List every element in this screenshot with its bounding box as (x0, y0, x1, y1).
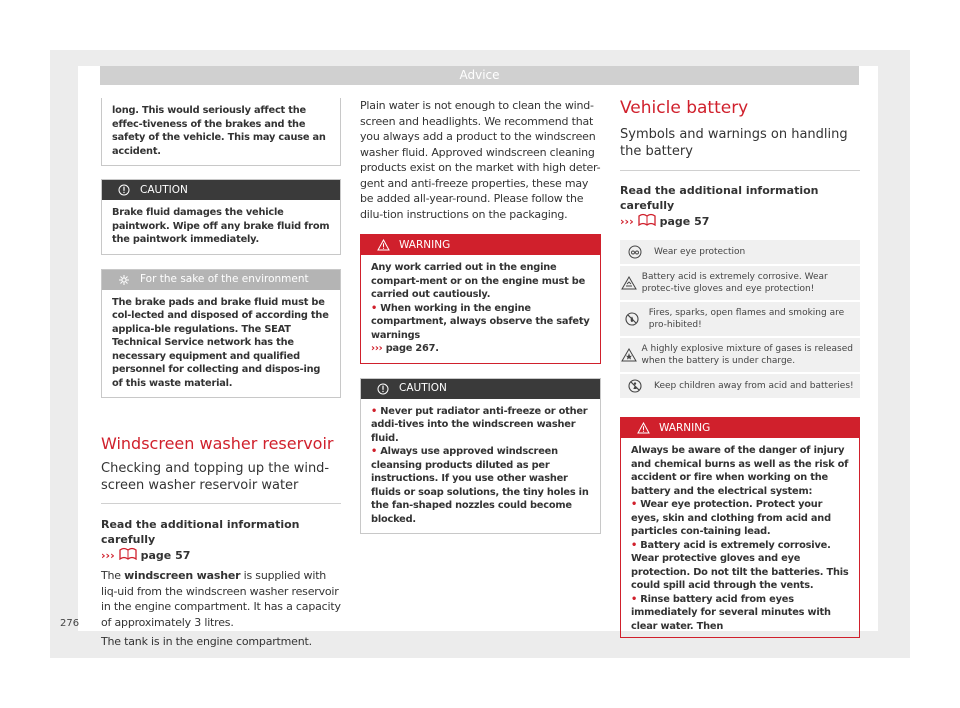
book-icon (637, 213, 657, 230)
column-left (101, 98, 341, 650)
symbol-text: Battery acid is extremely corrosive. Wear protec-tive gloves and eye protection! (641, 272, 828, 294)
warning-bullet: • When working in the engine compartment, always observe the safety warnings ››› page 267. (371, 302, 590, 354)
info-circle-icon (375, 383, 391, 395)
no-fire-icon (620, 307, 645, 331)
eye-protection-icon (620, 240, 650, 264)
reference-page[interactable]: page 267. (385, 343, 439, 354)
environment-box (101, 269, 341, 399)
warning-box (360, 234, 601, 364)
environment-text: The brake pads and brake fluid must be col-lected and disposed of according the applica-ble regulations. The SEAT Technical Service network has the necessary equipment and qualified personnel for collecting and dispos-ing of this waste material. (112, 296, 329, 389)
caution-box (101, 179, 341, 255)
caution-header (102, 180, 340, 200)
bullet-dot: • (371, 302, 378, 314)
paragraph-tank: The tank is in the engine compartment. (101, 635, 312, 648)
caution-label: CAUTION (140, 183, 188, 196)
warning-header (621, 418, 859, 438)
warning-triangle-icon (375, 239, 391, 251)
paragraph-washer: The windscreen washer is supplied with liq-uid from the windscreen washer reservoir in the engine compartment. It has a capacity of approximately 3 litres. (101, 569, 341, 629)
caution-label: CAUTION (399, 382, 447, 394)
paragraph-plain-water: Plain water is not enough to clean the wind-screen and headlights. We recommend that you always add a product to the windscreen washer fluid. Approved windscreen cleaning products exist on the market with high deter-gent and anti-freeze properties, these may be added all-year-round. Please follow the dilu-tion instructions on the packaging. (360, 99, 601, 221)
divider (101, 503, 341, 504)
keep-children-away-icon (620, 374, 650, 398)
caution-header (361, 379, 600, 399)
reference-heading: Read the additional information carefully (620, 184, 819, 212)
reference-page: page 57 (140, 549, 191, 562)
leaf-icon (116, 274, 132, 286)
reference-link[interactable] (101, 547, 341, 564)
column-right (620, 98, 860, 638)
symbol-row (620, 338, 860, 374)
book-icon (118, 547, 138, 564)
symbol-table (620, 240, 860, 400)
section-title: Windscreen washer reservoir (101, 434, 334, 453)
reference-link[interactable] (620, 213, 860, 230)
section-title: Vehicle battery (620, 98, 749, 118)
reference-page: page 57 (659, 215, 710, 228)
warning-body (361, 255, 600, 363)
caution-bullet: • Never put radiator anti-freeze or other addi-tives into the windscreen washer fluid. (371, 405, 588, 444)
warning-bullet: • Rinse battery acid from eyes immediately for several minutes with clear water. Then (631, 593, 831, 632)
symbol-text: Fires, sparks, open flames and smoking are pro-hibited! (648, 308, 845, 330)
corrosive-icon (620, 271, 638, 295)
warning-triangle-icon (635, 422, 651, 434)
symbol-row (620, 240, 860, 266)
warning-header (361, 235, 600, 255)
symbol-row (620, 374, 860, 400)
section-subtitle: Checking and topping up the wind-screen washer reservoir water (101, 461, 330, 493)
warning-text: Any work carried out in the engine compart-ment or on the engine must be carried out cautiously. (371, 262, 586, 300)
battery-warning-box (620, 417, 860, 638)
reference-heading: Read the additional information carefully (101, 518, 300, 546)
column-middle (360, 98, 601, 534)
page-number: 276 (60, 618, 80, 629)
warning-bullet: • Wear eye protection. Protect your eyes, skin and clothing from acid and particles con-taining lead. (631, 499, 831, 537)
warning-bullet: • Battery acid is extremely corrosive. Wear protective gloves and eye protection. Do not tilt the batteries. This could spill acid through the vents. (631, 539, 849, 591)
divider (620, 170, 860, 171)
page-header: Advice (100, 66, 859, 85)
symbol-text: A highly explosive mixture of gases is released when the battery is under charge. (641, 344, 853, 366)
caution-text: Brake fluid damages the vehicle paintwork. Wipe off any brake fluid from the paintwork immediately. (112, 207, 330, 245)
environment-header (102, 270, 340, 290)
warning-label: WARNING (659, 421, 711, 434)
caution-bullet: • Always use approved windscreen cleansing products diluted as per instructions. If you use other washer fluids or soap solutions, the tiny holes in the fan-shaped nozzles could become blocked. (371, 446, 589, 525)
environment-label: For the sake of the environment (140, 273, 309, 285)
section-subtitle: Symbols and warnings on handling the battery (620, 127, 848, 159)
explosive-icon (620, 343, 637, 367)
warning-text: Always be aware of the danger of injury and chemical burns as well as the risk of accident or fire when working on the battery and the electrical system: (631, 445, 849, 497)
reference-arrow: ››› (620, 215, 634, 228)
caution-box-2 (360, 378, 601, 535)
symbol-row (620, 266, 860, 302)
warning-label: WARNING (399, 238, 451, 251)
caution-body (361, 399, 600, 534)
windscreen-section (101, 434, 341, 650)
symbol-text: Wear eye protection (654, 247, 746, 257)
reference-arrow: ››› (101, 549, 115, 562)
symbol-row (620, 302, 860, 338)
info-circle-icon (116, 184, 132, 196)
continued-warning-box (101, 98, 341, 166)
reference-arrow[interactable]: ››› (371, 343, 383, 354)
continued-warning-text: long. This would seriously affect the effec-tiveness of the brakes and the safety of the vehicle. This may cause an accident. (112, 105, 326, 157)
symbol-text: Keep children away from acid and batteries! (654, 381, 854, 391)
warning-body (621, 438, 859, 637)
